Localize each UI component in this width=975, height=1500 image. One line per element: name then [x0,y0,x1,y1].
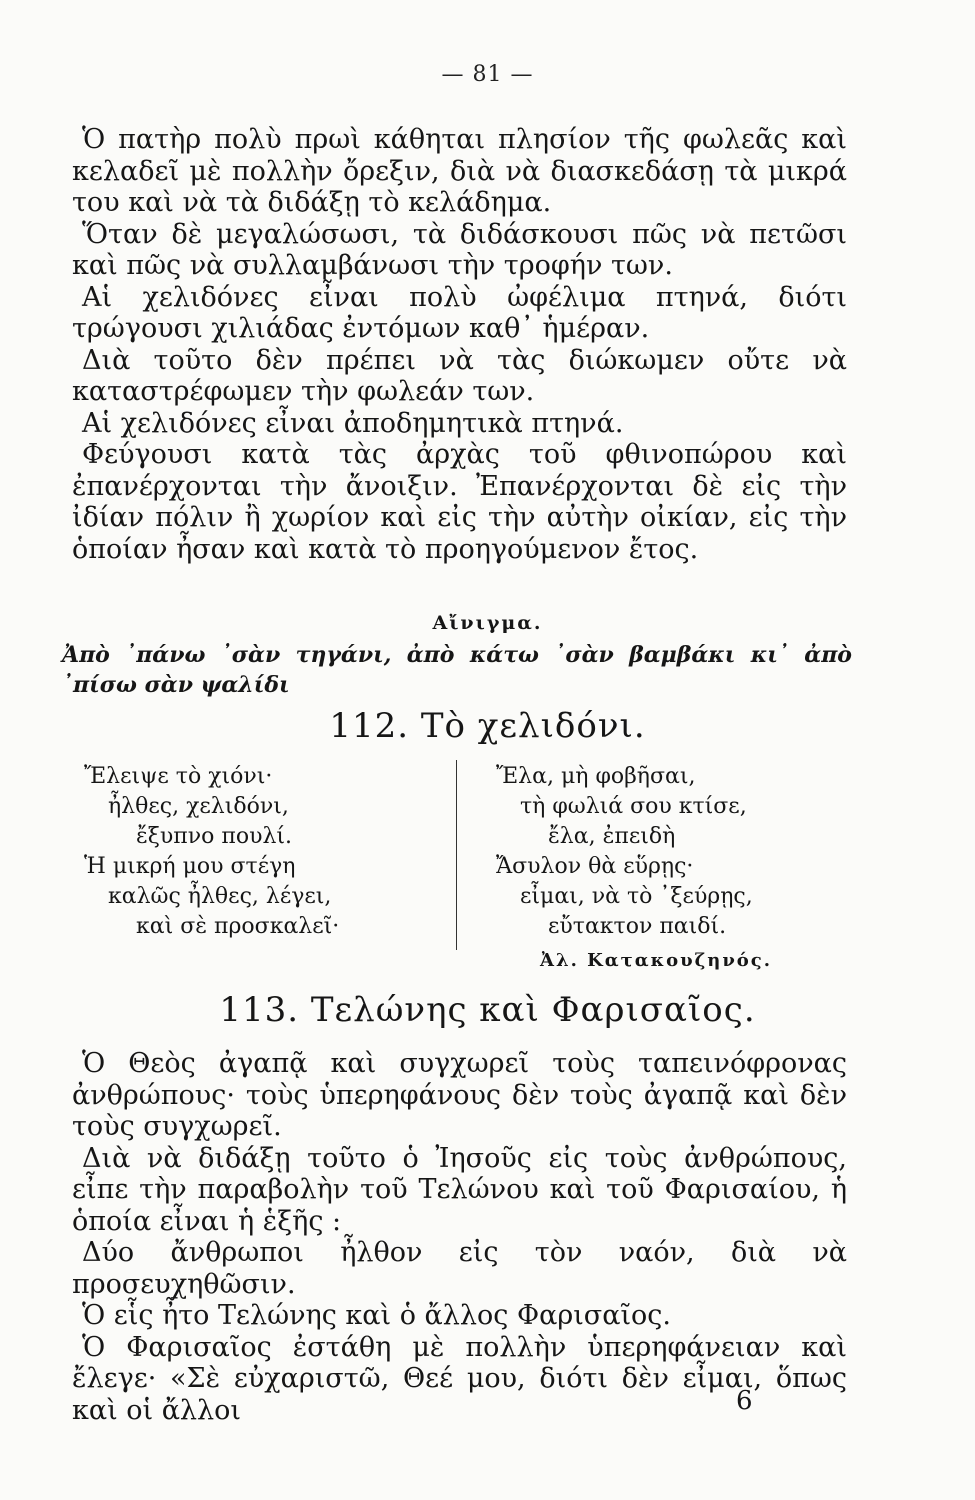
section-heading-112: 112. Τὸ χελιδόνι. [329,706,646,746]
poem-author: Ἀλ. Κατακουζηνός. [540,950,773,971]
sheet-signature-number: 6 [736,1386,753,1416]
paragraph: Ὅταν δὲ μεγαλώσωσι, τὰ διδάσκουσι πῶς νὰ πετῶσι καὶ πῶς νὰ συλλαμβάνωσι τὴν τροφήν των. [72,218,847,281]
poem-line: ἔξυπνο πουλί. [136,824,293,849]
section-heading-113: 113. Τελώνης καὶ Φαρισαῖος. [219,990,756,1030]
poem-line: Ἡ μικρή μου στέγη [84,854,296,879]
riddle-text: Ἀπὸ ᾽πάνω ᾽σὰν τηγάνι, ἀπὸ κάτω ᾽σὰν βαμβάκι κι᾽ ἀπὸ ᾽πίσω σὰν ψαλίδι [62,642,852,698]
poem-left-column [84,762,339,942]
paragraph: Διὰ νὰ διδάξῃ τοῦτο ὁ Ἰησοῦς εἰς τοὺς ἀνθρώπους, εἶπε τὴν παραβολὴν τοῦ Τελώνου καὶ τοῦ Φαρισαίου, ἡ ὁποία εἶναι ἡ ἑξῆς : [72,1142,847,1237]
poem-line: εὔτακτον παιδί. [548,914,727,939]
paragraph: Αἱ χελιδόνες εἶναι πολὺ ὠφέλιμα πτηνά, διότι τρώγουσι χιλιάδας ἐντόμων καθ᾽ ἡμέραν. [72,281,847,344]
paragraph: Ὁ εἷς ἦτο Τελώνης καὶ ὁ ἄλλος Φαρισαῖος. [82,1300,672,1331]
poem-line: Ἔλειψε τὸ χιόνι· [84,764,273,789]
bottom-text-block [72,1048,847,1426]
poem-line: Ἄσυλον θὰ εὕρῃς· [496,854,694,879]
poem-line: καλῶς ἦλθες, λέγει, [108,884,332,909]
top-text-block [72,124,847,565]
poem-right-column [496,762,753,942]
paragraph: Ὁ πατὴρ πολὺ πρωὶ κάθηται πλησίον τῆς φωλεᾶς καὶ κελαδεῖ μὲ πολλὴν ὄρεξιν, διὰ νὰ διασκεδάσῃ τὰ μικρά του καὶ νὰ τὰ διδάξῃ τὸ κελάδημα. [72,124,847,218]
poem-line: Ἔλα, μὴ φοβῆσαι, [496,764,696,789]
paragraph: Ὁ Θεὸς ἀγαπᾷ καὶ συγχωρεῖ τοὺς ταπεινόφρονας ἀνθρώπους· τοὺς ὑπερηφάνους δὲν τοὺς ἀγαπᾷ καὶ δὲν τοὺς συγχωρεῖ. [72,1048,847,1142]
poem-line: ἦλθες, χελιδόνι, [108,794,289,819]
riddle-title: Αἴνιγμα. [432,612,543,634]
paragraph: Ὁ Φαρισαῖος ἐστάθη μὲ πολλὴν ὑπερηφάνειαν καὶ ἔλεγε· «Σὲ εὐχαριστῶ, Θεέ μου, διότι δὲν εἶμαι, ὅπως καὶ οἱ ἄλλοι [72,1331,847,1426]
poem-line: καὶ σὲ προσκαλεῖ· [136,914,340,939]
page-number: — 81 — [441,62,534,87]
poem-line: τὴ φωλιά σου κτίσε, [520,794,747,819]
poem-line: ἔλα, ἐπειδὴ [548,824,676,849]
paragraph: Δύο ἄνθρωποι ἦλθον εἰς τὸν ναόν, διὰ νὰ προσευχηθῶσιν. [72,1237,847,1300]
poem-column-divider [456,760,457,950]
paragraph: Φεύγουσι κατὰ τὰς ἀρχὰς τοῦ φθινοπώρου καὶ ἐπανέρχονται τὴν ἄνοιξιν. Ἐπανέρχονται δὲ εἰς τὴν ἰδίαν πόλιν ἢ χωρίον καὶ εἰς τὴν αὐτὴν οἰκίαν, εἰς τὴν ὁποίαν ἦσαν καὶ κατὰ τὸ προηγούμενον ἔτος. [72,439,847,565]
paragraph: Αἱ χελιδόνες εἶναι ἀποδημητικὰ πτηνά. [82,407,624,439]
paragraph: Διὰ τοῦτο δὲν πρέπει νὰ τὰς διώκωμεν οὔτε νὰ καταστρέφωμεν τὴν φωλεάν των. [72,344,847,407]
poem-line: εἶμαι, νὰ τὸ ᾽ξεύρῃς, [520,884,753,909]
